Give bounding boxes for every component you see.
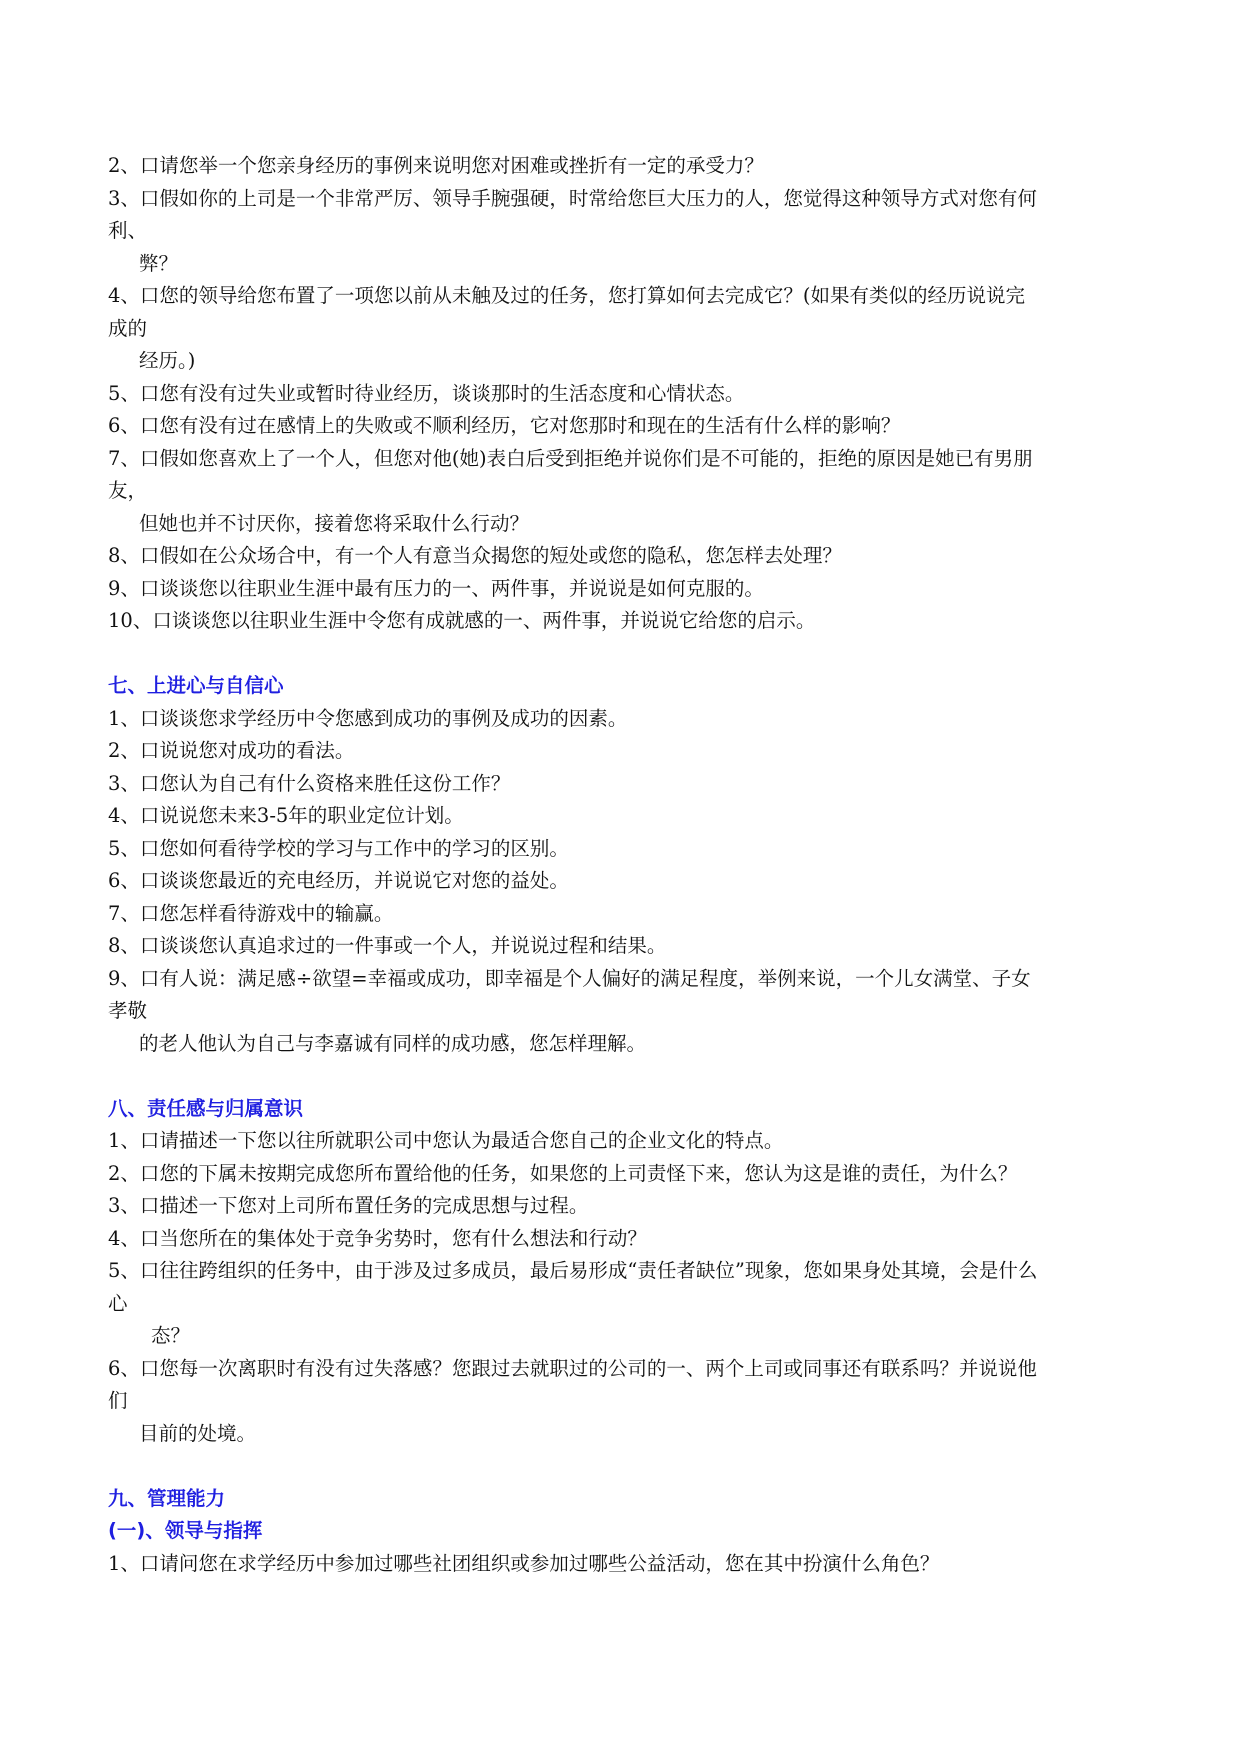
section-heading: 七、上进心与自信心 — [108, 674, 284, 697]
list-item: 6、口谈谈您最近的充电经历，并说说它对您的益处。 — [108, 869, 569, 892]
list-item: 5、口往往跨组织的任务中，由于涉及过多成员，最后易形成“责任者缺位”现象，您如果身处其境，会是什么 — [108, 1259, 1038, 1282]
list-item: 10、口谈谈您以往职业生涯中令您有成就感的一、两件事，并说说它给您的启示。 — [108, 609, 816, 632]
section-spacer — [108, 638, 1148, 671]
list-item: 7、口假如您喜欢上了一个人，但您对他(她)表白后受到拒绝并说你们是不可能的，拒绝的原因是她已有男朋 — [108, 446, 1033, 470]
list-item: 5、口您如何看待学校的学习与工作中的学习的区别。 — [108, 836, 569, 860]
list-item-wrap: 们 — [108, 1389, 128, 1412]
list-item: 8、口假如在公众场合中，有一个人有意当众揭您的短处或您的隐私，您怎样去处理？ — [108, 544, 842, 567]
list-item-continuation: 目前的处境。 — [139, 1421, 257, 1445]
section-spacer — [108, 1450, 1148, 1483]
list-item: 3、口描述一下您对上司所布置任务的完成思想与过程。 — [108, 1194, 589, 1217]
list-item: 3、口假如你的上司是一个非常严厉、领导手腕强硬，时常给您巨大压力的人，您觉得这种领导方式对您有何 — [108, 186, 1037, 210]
section-heading: 九、管理能力 — [108, 1486, 226, 1510]
list-item: 6、口您每一次离职时有没有过失落感？您跟过去就职过的公司的一、两个上司或同事还有联系吗？并说说他 — [108, 1356, 1037, 1380]
list-item: 4、口当您所在的集体处于竞争劣势时，您有什么想法和行动？ — [108, 1226, 647, 1250]
list-item-wrap: 成的 — [108, 316, 148, 340]
list-item: 5、口您有没有过失业或暂时待业经历，谈谈那时的生活态度和心情状态。 — [108, 381, 745, 405]
list-item: 2、口您的下属未按期完成您所布置给他的任务，如果您的上司责怪下来，您认为这是谁的责任，为什么？ — [108, 1161, 1018, 1185]
list-item: 9、口有人说：满足感÷欲望=幸福或成功，即幸福是个人偏好的满足程度，举例来说，一个儿女满堂、子女 — [108, 966, 1031, 990]
list-item: 9、口谈谈您以往职业生涯中最有压力的一、两件事，并说说是如何克服的。 — [108, 576, 764, 600]
list-item-continuation: 但她也并不讨厌你，接着您将采取什么行动？ — [139, 511, 530, 535]
list-item-continuation: 经历。) — [139, 349, 196, 372]
list-item: 4、口说说您未来3-5年的职业定位计划。 — [108, 804, 464, 827]
list-item: 1、口请问您在求学经历中参加过哪些社团组织或参加过哪些公益活动，您在其中扮演什么角色？ — [108, 1551, 940, 1575]
list-item-wrap: 孝敬 — [108, 999, 148, 1022]
list-item: 7、口您怎样看待游戏中的输赢。 — [108, 901, 394, 925]
list-item: 2、口请您举一个您亲身经历的事例来说明您对困难或挫折有一定的承受力？ — [108, 154, 764, 177]
section-heading: 八、责任感与归属意识 — [108, 1096, 304, 1120]
list-item-wrap: 利、 — [108, 219, 148, 242]
list-item-continuation: 弊？ — [139, 251, 179, 275]
list-item: 4、口您的领导给您布置了一项您以前从未触及过的任务，您打算如何去完成它？(如果有类似的经历说说完 — [108, 284, 1026, 307]
list-item: 6、口您有没有过在感情上的失败或不顺利经历，它对您那时和现在的生活有什么样的影响？ — [108, 414, 901, 437]
document-body — [108, 150, 1148, 1580]
list-item: 1、口谈谈您求学经历中令您感到成功的事例及成功的因素。 — [108, 706, 628, 730]
list-item: 2、口说说您对成功的看法。 — [108, 739, 355, 762]
list-item-continuation: 的老人他认为自己与李嘉诚有同样的成功感，您怎样理解。 — [139, 1031, 647, 1055]
list-item: 8、口谈谈您认真追求过的一件事或一个人，并说说过程和结果。 — [108, 934, 667, 957]
list-item: 3、口您认为自己有什么资格来胜任这份工作？ — [108, 771, 511, 795]
list-item: 1、口请描述一下您以往所就职公司中您认为最适合您自己的企业文化的特点。 — [108, 1129, 784, 1152]
subsection-heading: (一)、领导与指挥 — [108, 1519, 263, 1542]
list-item-wrap: 友， — [108, 479, 148, 502]
section-spacer — [108, 1060, 1148, 1093]
list-item-continuation: 态？ — [151, 1324, 191, 1347]
list-item-wrap: 心 — [108, 1291, 128, 1315]
